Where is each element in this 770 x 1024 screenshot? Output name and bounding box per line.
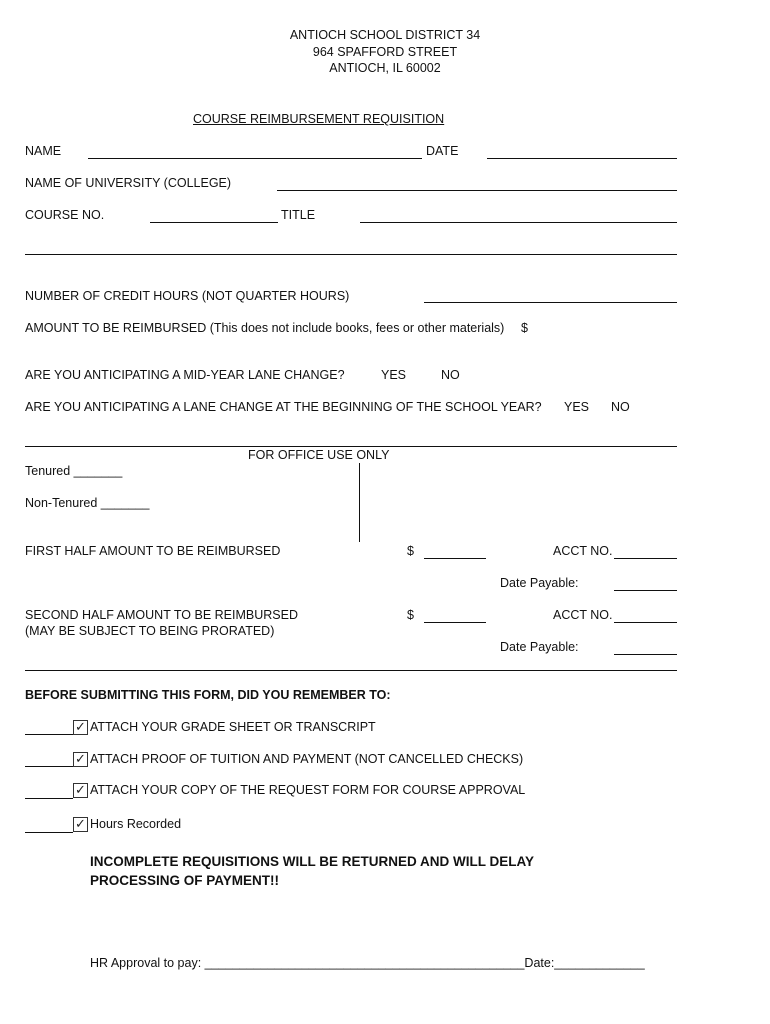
- office-top-rule: [25, 446, 677, 447]
- course-no-field[interactable]: [150, 222, 278, 223]
- university-field[interactable]: [277, 190, 677, 191]
- second-half-amount-field[interactable]: [424, 622, 486, 623]
- prorated-note: (MAY BE SUBJECT TO BEING PRORATED): [25, 624, 275, 638]
- credit-hours-field[interactable]: [424, 302, 677, 303]
- hr-approval-line[interactable]: HR Approval to pay: ______________________________________________Date:_____________: [90, 956, 645, 970]
- second-half-dollar: $: [407, 608, 414, 622]
- check-icon[interactable]: ✓: [73, 783, 88, 798]
- university-label: NAME OF UNIVERSITY (COLLEGE): [25, 176, 232, 190]
- first-half-label: FIRST HALF AMOUNT TO BE REIMBURSED: [25, 544, 281, 558]
- second-date-payable-label: Date Payable:: [500, 640, 579, 654]
- checklist-item-grade-sheet: ATTACH YOUR GRADE SHEET OR TRANSCRIPT: [90, 720, 376, 734]
- checklist-item-hours-recorded: Hours Recorded: [90, 817, 182, 831]
- check-icon[interactable]: ✓: [73, 817, 88, 832]
- checklist-blank-3[interactable]: [25, 798, 73, 799]
- date-field[interactable]: [487, 158, 677, 159]
- name-field[interactable]: [88, 158, 422, 159]
- beginning-question: ARE YOU ANTICIPATING A LANE CHANGE AT THE BEGINNING OF THE SCHOOL YEAR?: [25, 400, 542, 414]
- mid-year-question: ARE YOU ANTICIPATING A MID-YEAR LANE CHANGE?: [25, 368, 345, 382]
- checklist-item-request-form: ATTACH YOUR COPY OF THE REQUEST FORM FOR COURSE APPROVAL: [90, 783, 526, 797]
- checklist-blank-4[interactable]: [25, 832, 73, 833]
- district-city: ANTIOCH, IL 60002: [329, 61, 441, 75]
- first-half-amount-field[interactable]: [424, 558, 486, 559]
- title-continuation-field[interactable]: [25, 254, 677, 255]
- course-no-label: COURSE NO.: [25, 208, 105, 222]
- office-use-heading: FOR OFFICE USE ONLY: [248, 448, 390, 462]
- check-icon[interactable]: ✓: [73, 720, 88, 735]
- second-half-label: SECOND HALF AMOUNT TO BE REIMBURSED: [25, 608, 298, 622]
- warning-line-1: INCOMPLETE REQUISITIONS WILL BE RETURNED AND WILL DELAY: [90, 854, 535, 869]
- check-icon[interactable]: ✓: [73, 752, 88, 767]
- first-half-acct-label: ACCT NO.: [553, 544, 613, 558]
- checklist-heading: BEFORE SUBMITTING THIS FORM, DID YOU REMEMBER TO:: [25, 688, 391, 702]
- checklist-item-tuition-proof: ATTACH PROOF OF TUITION AND PAYMENT (NOT CANCELLED CHECKS): [90, 752, 524, 766]
- date-label: DATE: [426, 144, 459, 158]
- first-date-payable-label: Date Payable:: [500, 576, 579, 590]
- beginning-no[interactable]: NO: [611, 400, 630, 414]
- tenured-label[interactable]: Tenured _______: [25, 464, 123, 478]
- non-tenured-label[interactable]: Non-Tenured _______: [25, 496, 150, 510]
- second-half-acct-field[interactable]: [614, 622, 677, 623]
- amount-dollar-sign: $: [521, 321, 528, 335]
- checklist-blank-1[interactable]: [25, 734, 73, 735]
- district-street: 964 SPAFFORD STREET: [312, 45, 458, 59]
- first-half-acct-field[interactable]: [614, 558, 677, 559]
- office-divider: [359, 463, 360, 542]
- credit-hours-label: NUMBER OF CREDIT HOURS (NOT QUARTER HOURS): [25, 289, 350, 303]
- beginning-yes[interactable]: YES: [564, 400, 590, 414]
- checklist-blank-2[interactable]: [25, 766, 73, 767]
- form-title: COURSE REIMBURSEMENT REQUISITION: [193, 112, 445, 126]
- title-label: TITLE: [281, 208, 316, 222]
- mid-year-yes[interactable]: YES: [381, 368, 407, 382]
- amount-label: AMOUNT TO BE REIMBURSED (This does not include books, fees or other materials): [25, 321, 505, 335]
- title-field[interactable]: [360, 222, 677, 223]
- first-half-dollar: $: [407, 544, 414, 558]
- second-date-payable-field[interactable]: [614, 654, 677, 655]
- district-name: ANTIOCH SCHOOL DISTRICT 34: [289, 28, 481, 42]
- office-bottom-rule: [25, 670, 677, 671]
- second-half-acct-label: ACCT NO.: [553, 608, 613, 622]
- name-label: NAME: [25, 144, 62, 158]
- warning-line-2: PROCESSING OF PAYMENT!!: [90, 873, 280, 888]
- mid-year-no[interactable]: NO: [441, 368, 460, 382]
- first-date-payable-field[interactable]: [614, 590, 677, 591]
